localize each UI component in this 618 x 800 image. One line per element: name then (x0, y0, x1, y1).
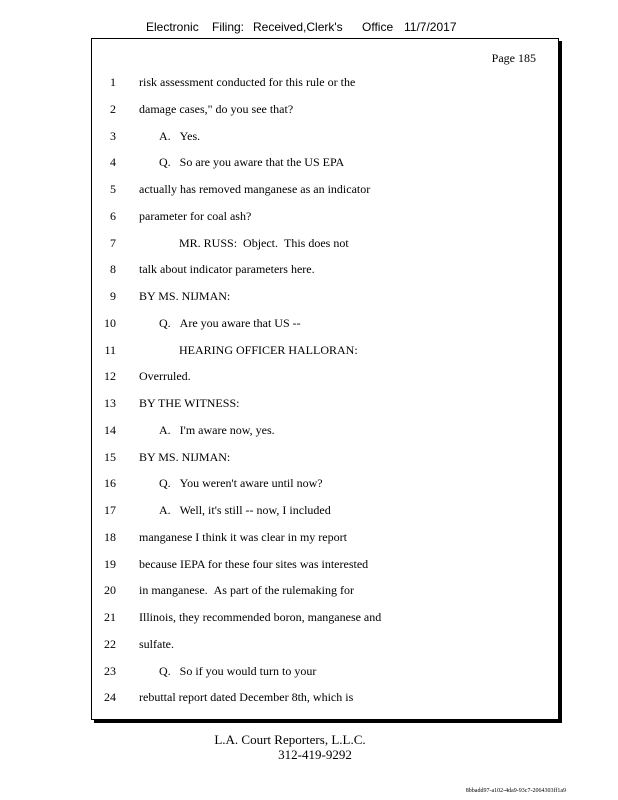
transcript-line (92, 450, 558, 468)
line-text: HEARING OFFICER HALLORAN: (179, 342, 358, 357)
line-text: Q. Are you aware that US -- (159, 315, 301, 330)
transcript-line (92, 557, 558, 575)
transcript-line (92, 369, 558, 387)
transcript-line (92, 182, 558, 200)
transcript-line (92, 664, 558, 682)
filing-header-date: 11/7/2017 (404, 20, 457, 34)
transcript-line (92, 423, 558, 441)
transcript-line (92, 236, 558, 254)
line-text: actually has removed manganese as an indicator (139, 182, 371, 196)
line-text: sulfate. (139, 636, 174, 651)
line-text: A. Well, it's still -- now, I included (159, 503, 331, 517)
line-text: risk assessment conducted for this rule or the (139, 75, 356, 89)
transcript-line (92, 690, 558, 708)
transcript-line (92, 155, 558, 173)
line-number: 18 (104, 529, 116, 544)
page-number: Page 185 (491, 51, 536, 65)
filing-header-electronic: Electronic (146, 20, 199, 34)
line-text: damage cases," do you see that? (139, 101, 294, 116)
line-number: 9 (110, 289, 116, 303)
transcript-line (92, 637, 558, 655)
line-number: 13 (104, 396, 116, 410)
line-number: 11 (104, 342, 116, 357)
transcript-line (92, 102, 558, 120)
line-number: 24 (104, 690, 116, 705)
filing-header-received: Received,Clerk's (253, 20, 343, 34)
line-text: Q. You weren't aware until now? (159, 476, 323, 491)
transcript-line (92, 289, 558, 307)
transcript-line (92, 209, 558, 227)
line-number: 19 (104, 556, 116, 571)
transcript-line (92, 396, 558, 414)
line-text: MR. RUSS: Object. This does not (179, 235, 349, 250)
transcript-line (92, 476, 558, 494)
filing-header-filing: Filing: (212, 20, 245, 34)
line-text: Q. So if you would turn to your (159, 663, 317, 678)
transcript-line (92, 262, 558, 280)
transcript-line (92, 503, 558, 521)
line-number: 4 (110, 155, 116, 170)
line-number: 6 (110, 208, 116, 223)
transcript-line (92, 129, 558, 147)
line-number: 7 (110, 235, 116, 250)
line-text: Q. So are you aware that the US EPA (159, 155, 345, 170)
line-text: Illinois, they recommended boron, manganese and (139, 610, 382, 624)
filing-header-office: Office (362, 20, 394, 34)
transcript-line (92, 316, 558, 334)
line-text: rebuttal report dated December 8th, which is (139, 690, 354, 705)
line-number: 10 (104, 315, 116, 330)
line-number: 21 (104, 610, 116, 624)
footer-phone: 312-419-9292 (278, 747, 352, 762)
line-number: 22 (104, 636, 116, 651)
line-number: 5 (110, 182, 116, 196)
filing-header (146, 20, 466, 38)
line-number: 15 (104, 449, 116, 464)
line-number: 17 (104, 503, 116, 517)
line-text: manganese I think it was clear in my report (139, 529, 347, 544)
line-number: 1 (110, 75, 116, 89)
line-text: A. Yes. (159, 128, 201, 143)
line-number: 16 (104, 476, 116, 491)
transcript-line (92, 583, 558, 601)
line-text: BY MS. NIJMAN: (139, 289, 231, 303)
line-text: BY THE WITNESS: (139, 396, 240, 410)
line-text: in manganese. As part of the rulemaking for (139, 583, 354, 598)
transcript-line (92, 610, 558, 628)
line-number: 12 (104, 369, 116, 384)
line-text: parameter for coal ash? (139, 208, 252, 223)
line-text: A. I'm aware now, yes. (159, 422, 275, 437)
line-number: 20 (104, 583, 116, 598)
line-number: 23 (104, 663, 116, 678)
footer-company: L.A. Court Reporters, L.L.C. (214, 732, 366, 747)
line-text: because IEPA for these four sites was interested (139, 556, 369, 571)
transcript-line (92, 75, 558, 93)
transcript-line (92, 343, 558, 361)
line-number: 8 (110, 262, 116, 277)
transcript-line (92, 530, 558, 548)
line-text: talk about indicator parameters here. (139, 262, 315, 277)
line-number: 14 (104, 422, 116, 437)
line-text: Overruled. (139, 369, 191, 384)
document-hash: 8bbadd97-a102-4da9-93c7-2064303ff1a9 (465, 788, 566, 794)
line-text: BY MS. NIJMAN: (139, 449, 231, 464)
line-number: 3 (110, 128, 116, 143)
transcript-page (91, 38, 559, 720)
line-number: 2 (110, 101, 116, 116)
